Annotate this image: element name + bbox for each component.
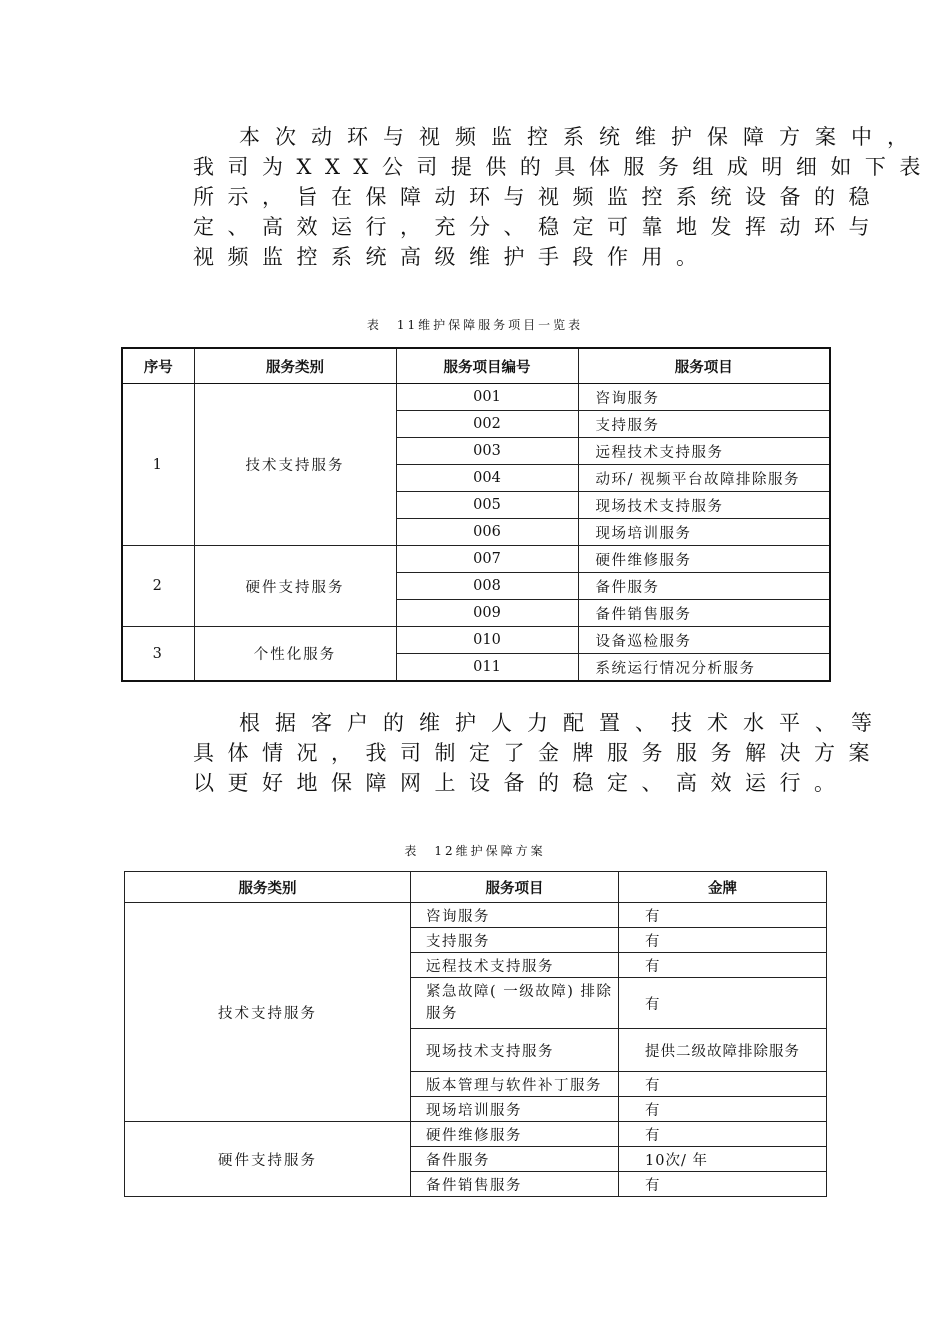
gold-value: 有 bbox=[619, 1122, 827, 1147]
item-code: 001 bbox=[396, 384, 578, 411]
item-code: 008 bbox=[396, 573, 578, 600]
gold-value: 提供二级故障排除服务 bbox=[619, 1029, 827, 1072]
table1-caption: 表 11维护保障服务项目一览表 bbox=[366, 318, 584, 332]
item-name: 紧急故障( 一级故障) 排除服务 bbox=[411, 978, 619, 1029]
item-code: 005 bbox=[396, 492, 578, 519]
group-category: 技术支持服务 bbox=[125, 903, 411, 1122]
intro-line-4: 定、高效运行，充分、稳定可靠地发挥动环与 bbox=[193, 215, 883, 239]
gold-value: 10次/ 年 bbox=[619, 1147, 827, 1172]
gold-value: 有 bbox=[619, 1172, 827, 1197]
item-name: 现场培训服务 bbox=[578, 519, 830, 546]
intro-line-2: 我司为XXX公司提供的具体服务组成明细如下表 bbox=[193, 155, 934, 179]
gold-value: 有 bbox=[619, 928, 827, 953]
item-code: 007 bbox=[396, 546, 578, 573]
item-name: 现场技术支持服务 bbox=[578, 492, 830, 519]
table2-caption: 表 12维护保障方案 bbox=[404, 844, 546, 858]
item-name: 支持服务 bbox=[578, 411, 830, 438]
intro-line-1: 本次动环与视频监控系统维护保障方案中， bbox=[239, 125, 923, 149]
group-no: 3 bbox=[122, 627, 194, 682]
item-name: 咨询服务 bbox=[578, 384, 830, 411]
item-name: 现场技术支持服务 bbox=[411, 1029, 619, 1072]
item-name: 现场培训服务 bbox=[411, 1097, 619, 1122]
col-header-item: 服务项目 bbox=[578, 348, 830, 384]
table-header-row bbox=[125, 872, 827, 903]
table-row bbox=[125, 903, 827, 928]
col-header-category: 服务类别 bbox=[194, 348, 396, 384]
middle-line-2: 具体情况，我司制定了金牌服务服务解决方案 bbox=[193, 741, 883, 765]
col-header-item: 服务项目 bbox=[411, 872, 619, 903]
middle-line-1: 根据客户的维护人力配置、技术水平、等 bbox=[239, 711, 887, 735]
item-name: 远程技术支持服务 bbox=[578, 438, 830, 465]
group-no: 2 bbox=[122, 546, 194, 627]
item-code: 004 bbox=[396, 465, 578, 492]
middle-line-3: 以更好地保障网上设备的稳定、高效运行。 bbox=[193, 771, 849, 795]
item-code: 011 bbox=[396, 654, 578, 682]
col-header-no: 序号 bbox=[122, 348, 194, 384]
col-header-category: 服务类别 bbox=[125, 872, 411, 903]
gold-value: 有 bbox=[619, 953, 827, 978]
group-category: 硬件支持服务 bbox=[194, 546, 396, 627]
item-name: 备件销售服务 bbox=[411, 1172, 619, 1197]
group-category: 技术支持服务 bbox=[194, 384, 396, 546]
item-code: 003 bbox=[396, 438, 578, 465]
gold-value: 有 bbox=[619, 1072, 827, 1097]
gold-value: 有 bbox=[619, 978, 827, 1029]
item-code: 009 bbox=[396, 600, 578, 627]
item-name: 设备巡检服务 bbox=[578, 627, 830, 654]
item-name: 硬件维修服务 bbox=[578, 546, 830, 573]
item-name: 备件服务 bbox=[411, 1147, 619, 1172]
gold-value: 有 bbox=[619, 1097, 827, 1122]
gold-value: 有 bbox=[619, 903, 827, 928]
item-name: 硬件维修服务 bbox=[411, 1122, 619, 1147]
item-code: 010 bbox=[396, 627, 578, 654]
table-row bbox=[125, 1122, 827, 1147]
table-header-row bbox=[122, 348, 830, 384]
maintenance-plan-table bbox=[124, 871, 827, 1197]
table-row bbox=[122, 546, 830, 573]
item-name: 支持服务 bbox=[411, 928, 619, 953]
item-code: 002 bbox=[396, 411, 578, 438]
service-items-table bbox=[121, 347, 831, 682]
item-name: 远程技术支持服务 bbox=[411, 953, 619, 978]
middle-paragraph bbox=[193, 708, 887, 798]
item-name: 咨询服务 bbox=[411, 903, 619, 928]
item-code: 006 bbox=[396, 519, 578, 546]
item-name: 动环/ 视频平台故障排除服务 bbox=[578, 465, 830, 492]
group-category: 个性化服务 bbox=[194, 627, 396, 682]
item-name: 备件销售服务 bbox=[578, 600, 830, 627]
item-name: 系统运行情况分析服务 bbox=[578, 654, 830, 682]
item-name: 版本管理与软件补丁服务 bbox=[411, 1072, 619, 1097]
intro-line-3: 所示，旨在保障动环与视频监控系统设备的稳 bbox=[193, 185, 883, 209]
col-header-gold: 金牌 bbox=[619, 872, 827, 903]
group-no: 1 bbox=[122, 384, 194, 546]
col-header-code: 服务项目编号 bbox=[396, 348, 578, 384]
table-row bbox=[122, 384, 830, 411]
item-name: 备件服务 bbox=[578, 573, 830, 600]
group-category: 硬件支持服务 bbox=[125, 1122, 411, 1197]
intro-paragraph bbox=[193, 122, 934, 272]
intro-line-5: 视频监控系统高级维护手段作用。 bbox=[193, 245, 711, 269]
table-row bbox=[122, 627, 830, 654]
